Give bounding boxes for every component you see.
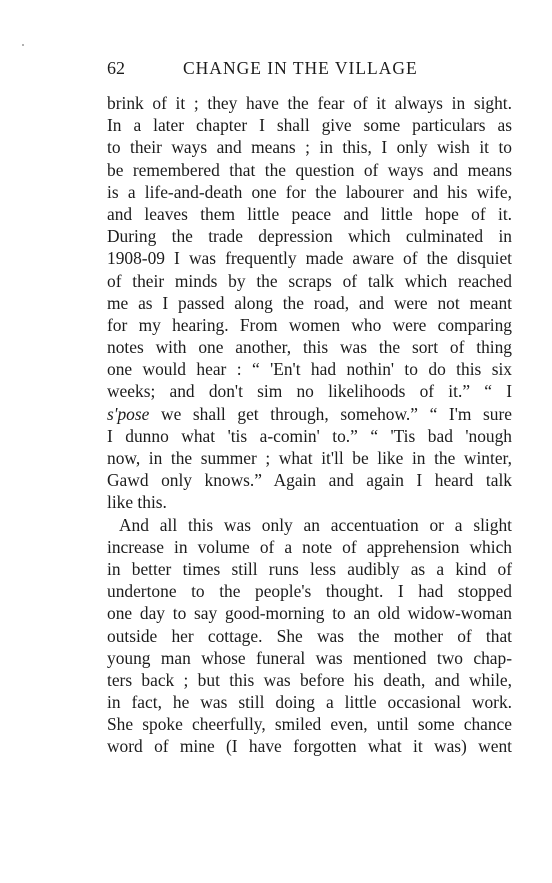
text-line: for my hearing. From women who were comparing [107, 314, 512, 335]
text-line: word of mine (I have forgotten what it was) went [107, 736, 512, 757]
text-line: weeks; and don't sim no likelihoods of it.” “ I [107, 381, 512, 402]
text-line: me as I passed along the road, and were not meant [107, 292, 512, 313]
text-line: outside her cottage. She was the mother of that [107, 625, 512, 646]
text-line: brink of it ; they have the fear of it always in sight. [107, 93, 512, 113]
italic-word: s'pose [107, 403, 150, 424]
line-remainder: we shall get through, somehow.” “ I'm sure [149, 403, 512, 424]
text-line: is a life-and-death one for the labourer and his wife, [107, 181, 512, 202]
text-line: like this. [107, 492, 167, 513]
text-line: And all this was only an accentuation or a slight [119, 514, 512, 535]
text-line: She spoke cheerfully, smiled even, until some chance [107, 714, 512, 735]
text-line: in fact, he was still doing a little occasional work. [107, 692, 512, 713]
text-line: 1908-09 I was frequently made aware of the disquiet [107, 248, 512, 269]
text-line: be remembered that the question of ways and means [107, 159, 512, 180]
running-head: CHANGE IN THE VILLAGE [183, 58, 418, 78]
page-header [107, 58, 512, 84]
text-line: to their ways and means ; in this, I only wish it to [107, 137, 512, 158]
text-line: young man whose funeral was mentioned two chap- [107, 647, 512, 668]
text-line: now, in the summer ; what it'll be like in the winter, [107, 448, 512, 468]
text-line: In a later chapter I shall give some particulars as [107, 115, 512, 136]
text-line: I dunno what 'tis a-comin' to.” “ 'Tis bad 'nough [107, 425, 512, 446]
page-number: 62 [107, 58, 125, 78]
text-line: one day to say good-morning to an old widow-woman [107, 603, 512, 624]
text-line: increase in volume of a note of apprehension which [107, 536, 512, 557]
text-line: of their minds by the scraps of talk which reached [107, 270, 512, 291]
text-line: Gawd only knows.” Again and again I heard talk [107, 470, 512, 491]
text-line: ters back ; but this was before his death, and while, [107, 669, 512, 690]
text-line: During the trade depression which culminated in [107, 226, 512, 247]
page-body [107, 92, 512, 758]
text-line: notes with one another, this was the sort of thing [107, 337, 512, 358]
scan-speck [22, 44, 24, 46]
text-line: and leaves them little peace and little hope of it. [107, 203, 512, 224]
text-line-with-italic [107, 403, 512, 425]
text-line: in better times still runs less audibly as a kind of [107, 558, 512, 579]
text-line: undertone to the people's thought. I had stopped [107, 581, 512, 602]
text-line: one would hear : “ 'En't had nothin' to do this six [107, 359, 512, 380]
